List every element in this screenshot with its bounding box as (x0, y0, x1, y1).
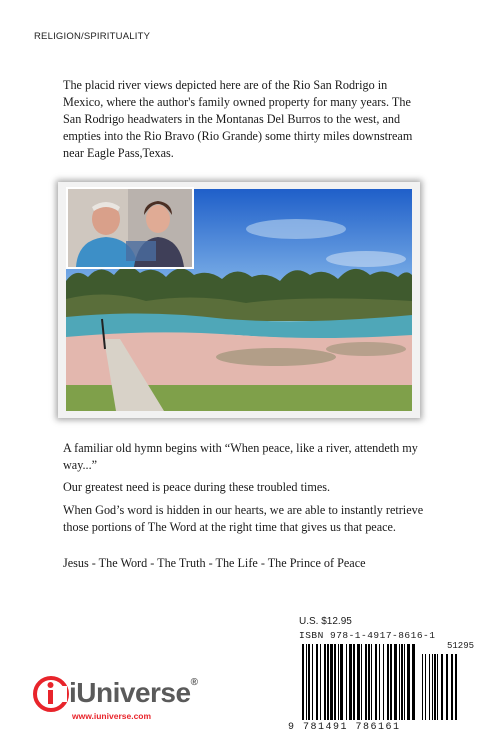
publisher-url: www.iuniverse.com (72, 711, 152, 721)
category-label: RELIGION/SPIRITUALITY (34, 31, 151, 42)
publisher-name (69, 677, 197, 709)
word-paragraph: When God’s word is hidden in our hearts, we are able to instantly retrieve those portions of The Word at the right time that gives us that peace. (63, 503, 424, 534)
jesus-paragraph: Jesus - The Word - The Truth - The Life - The Prince of Peace (63, 556, 366, 570)
registered-mark-icon: ® (190, 677, 198, 688)
hymn-paragraph: A familiar old hymn begins with “When peace, like a river, attendeth my way...” (63, 441, 418, 472)
barcode (296, 640, 461, 734)
iuniverse-logo-icon (33, 676, 69, 712)
couple-inset-photo (68, 189, 192, 267)
publisher-name-text: iUniverse (69, 677, 191, 708)
price-label: U.S. $12.95 (299, 616, 352, 627)
description-paragraph: The placid river views depicted here are of the Rio San Rodrigo in Mexico, where the author's family owned property for many years. The San Rodrigo headwaters in the Montanas Del Burros to the west, and empties into the Rio Bravo (Rio Grande) some thirty miles downstream near Eagle Pass,Texas. (63, 78, 413, 160)
need-paragraph: Our greatest need is peace during these troubled times. (63, 480, 331, 494)
barcode-digits: 9 781491 786161 (288, 722, 401, 733)
barcode-bars (302, 644, 457, 720)
isbn-label: ISBN 978-1-4917-8616-1 (299, 630, 436, 641)
river-photo (58, 182, 420, 418)
barcode-addon-number: 51295 (447, 641, 475, 651)
